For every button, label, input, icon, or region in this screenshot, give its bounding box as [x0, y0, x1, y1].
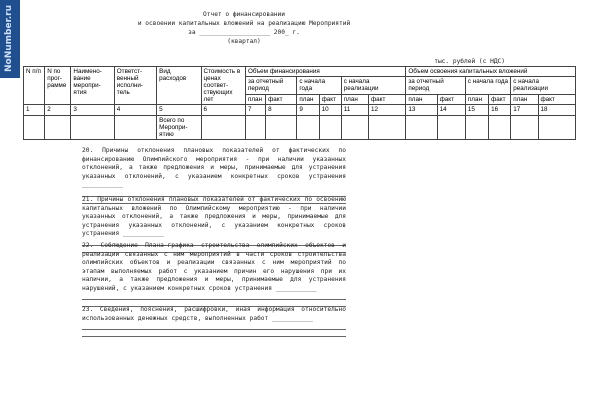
fact-header: факт — [266, 94, 297, 104]
section-text: 21. Причины отклонения плановых показателей от фактических по освоению капитальных вложений по Олимпийскому мероприятию - при наличии указанных отклонений, а также предложения и меры, принимаемые для устранения указанных отклонений, с указанием конкретных сроков устранения ___________ — [82, 196, 346, 237]
report-title: Отчет о финансировании — [203, 11, 285, 18]
column-number: 3 — [71, 105, 114, 116]
units-label: тыс. рублей (с НДС) — [434, 58, 505, 65]
sub-header-realization: с начала реализации — [511, 77, 576, 94]
report-header — [118, 10, 370, 46]
section-22 — [82, 242, 346, 307]
column-number: 4 — [114, 105, 156, 116]
column-number: 5 — [157, 105, 201, 116]
column-number: 17 — [511, 105, 538, 116]
table-row — [24, 116, 576, 140]
sub-header-year: с начала года — [297, 77, 341, 94]
plan-header: план — [511, 94, 538, 104]
plan-header: план — [245, 94, 265, 104]
fact-header: факт — [489, 94, 511, 104]
column-number: 2 — [45, 105, 71, 116]
column-number: 11 — [341, 105, 368, 116]
col-header-name: Наимено- вание меропри- ятия — [71, 67, 114, 105]
report-period-caption: (квартал) — [227, 38, 261, 45]
section-text: 22. Соблюдение Плана-графика строительства олимпийских объектов и реализации связанных с ним мероприятий в части сроков строительства олимпийских объектов и реализации связанных с ним мероприятий по этапам выполняемых работ с указанием причин его нарушения при их наличии, а также предложения и меры, принимаемые для устранения нарушений, с указанием конкретных сроков устранения ___________ — [82, 242, 346, 292]
column-number: 14 — [437, 105, 465, 116]
column-number: 7 — [245, 105, 265, 116]
column-number: 8 — [266, 105, 297, 116]
watermark: NoNumber.ru — [0, 0, 20, 78]
fact-header: факт — [538, 94, 576, 104]
group-header-financing: Объем финансирования — [245, 67, 405, 77]
report-subtitle: и освоении капитальных вложений на реализацию Мероприятий — [137, 20, 351, 27]
col-header-n: N п/п — [24, 67, 45, 105]
sub-header-period: за отчетный период — [406, 77, 466, 94]
answer-line — [82, 323, 346, 330]
column-number: 1 — [24, 105, 45, 116]
col-header-expense-type: Вид расходов — [157, 67, 201, 105]
plan-header: план — [465, 94, 488, 104]
column-number: 9 — [297, 105, 319, 116]
column-number: 6 — [201, 105, 245, 116]
col-header-executor: Ответст- венный исполни- тель — [114, 67, 156, 105]
report-period-line: за ___________________ 200_ г. — [188, 29, 300, 36]
answer-line — [82, 293, 346, 300]
fact-header: факт — [437, 94, 465, 104]
column-number-row — [24, 105, 576, 116]
column-number: 15 — [465, 105, 488, 116]
column-number: 10 — [319, 105, 341, 116]
sub-header-year: с начала года — [465, 77, 510, 94]
plan-header: план — [406, 94, 437, 104]
group-header-development: Объем освоения капитальных вложений — [406, 67, 576, 77]
fact-header: факт — [368, 94, 405, 104]
total-row-label: Всего по Меропри- ятию — [157, 116, 201, 140]
column-number: 13 — [406, 105, 437, 116]
plan-header: план — [297, 94, 319, 104]
column-number: 16 — [489, 105, 511, 116]
section-23 — [82, 306, 346, 337]
column-number: 18 — [538, 105, 576, 116]
sub-header-realization: с начала реализации — [341, 77, 406, 94]
section-text: 23. Сведения, пояснения, расшифровки, иная информация относительно использованных денежных средств, выполненных работ ___________ — [82, 306, 346, 322]
answer-line — [82, 330, 346, 337]
fact-header: факт — [319, 94, 341, 104]
col-header-cost: Стоимость в ценах соответ- ствующих лет — [201, 67, 245, 105]
col-header-program: N по прог- рамме — [45, 67, 71, 105]
plan-header: план — [341, 94, 368, 104]
sub-header-period: за отчетный период — [245, 77, 296, 94]
column-number: 12 — [368, 105, 405, 116]
section-text: 20. Причины отклонения плановых показателей от фактических по финансированию Олимпийского мероприятия - при наличии указанных отклонений, а также предложения и меры, принимаемые для устранения указанных отклонений, с указанием конкретных сроков устранения ___________ — [82, 147, 346, 188]
report-table — [23, 66, 576, 140]
